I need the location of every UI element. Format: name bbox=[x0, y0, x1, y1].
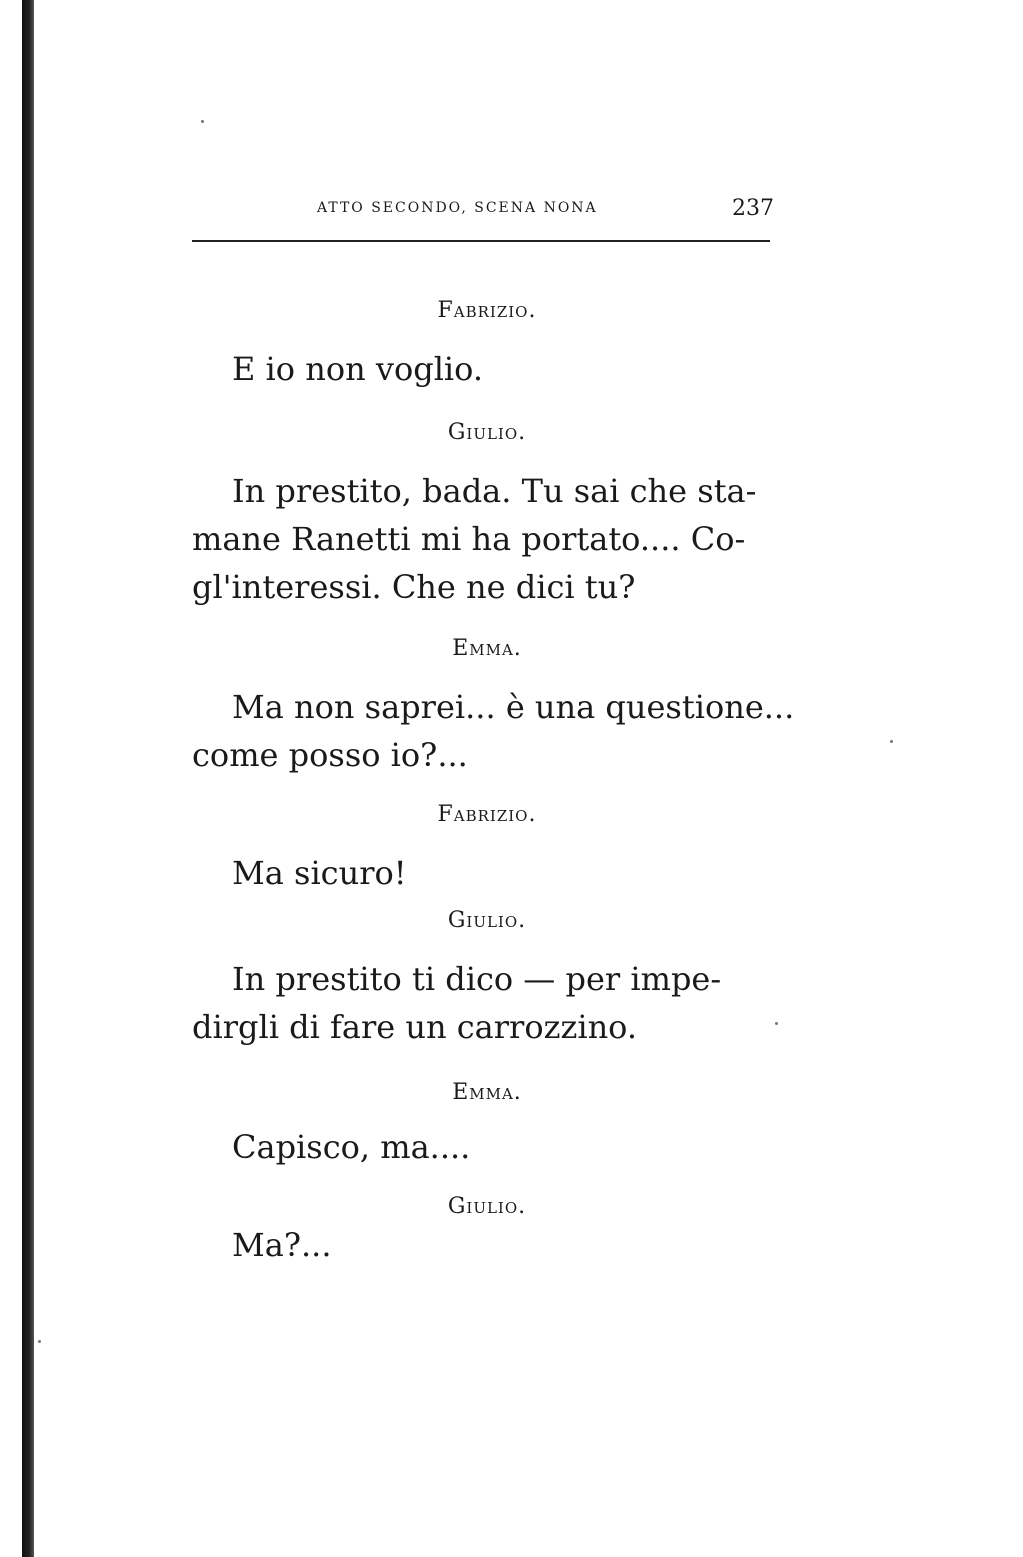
running-title: ATTO SECONDO, SCENA NONA bbox=[317, 200, 598, 216]
dialogue-line: Ma sicuro! bbox=[232, 854, 407, 892]
paper-speck bbox=[38, 1340, 41, 1343]
paper-speck bbox=[890, 740, 893, 743]
speaker-name: Fabrizio. bbox=[437, 298, 537, 323]
speaker-name: Giulio. bbox=[447, 908, 527, 933]
paper-speck bbox=[201, 120, 204, 123]
dialogue-line: Capisco, ma.... bbox=[232, 1128, 471, 1166]
header-rule bbox=[192, 240, 770, 242]
speaker-name: Giulio. bbox=[447, 1194, 527, 1219]
speaker-name: Giulio. bbox=[447, 420, 527, 445]
dialogue-line: E io non voglio. bbox=[232, 350, 484, 388]
page-number: 237 bbox=[732, 196, 774, 221]
dialogue-line: In prestito ti dico — per impe- bbox=[232, 960, 722, 998]
speaker-name: Fabrizio. bbox=[437, 802, 537, 827]
book-spine-shadow bbox=[22, 0, 34, 1557]
speaker-name: Emma. bbox=[452, 636, 522, 661]
dialogue-line: In prestito, bada. Tu sai che sta- bbox=[232, 472, 757, 510]
dialogue-line: Ma non saprei... è una questione... bbox=[232, 688, 795, 726]
dialogue-line: mane Ranetti mi ha portato.... Co- bbox=[192, 520, 746, 558]
dialogue-line: gl'interessi. Che ne dici tu? bbox=[192, 568, 636, 606]
dialogue-line: come posso io?... bbox=[192, 736, 468, 774]
dialogue-line: Ma?... bbox=[232, 1226, 332, 1264]
running-head bbox=[192, 196, 782, 226]
dialogue-line: dirgli di fare un carrozzino. bbox=[192, 1008, 638, 1046]
speaker-name: Emma. bbox=[452, 1080, 522, 1105]
